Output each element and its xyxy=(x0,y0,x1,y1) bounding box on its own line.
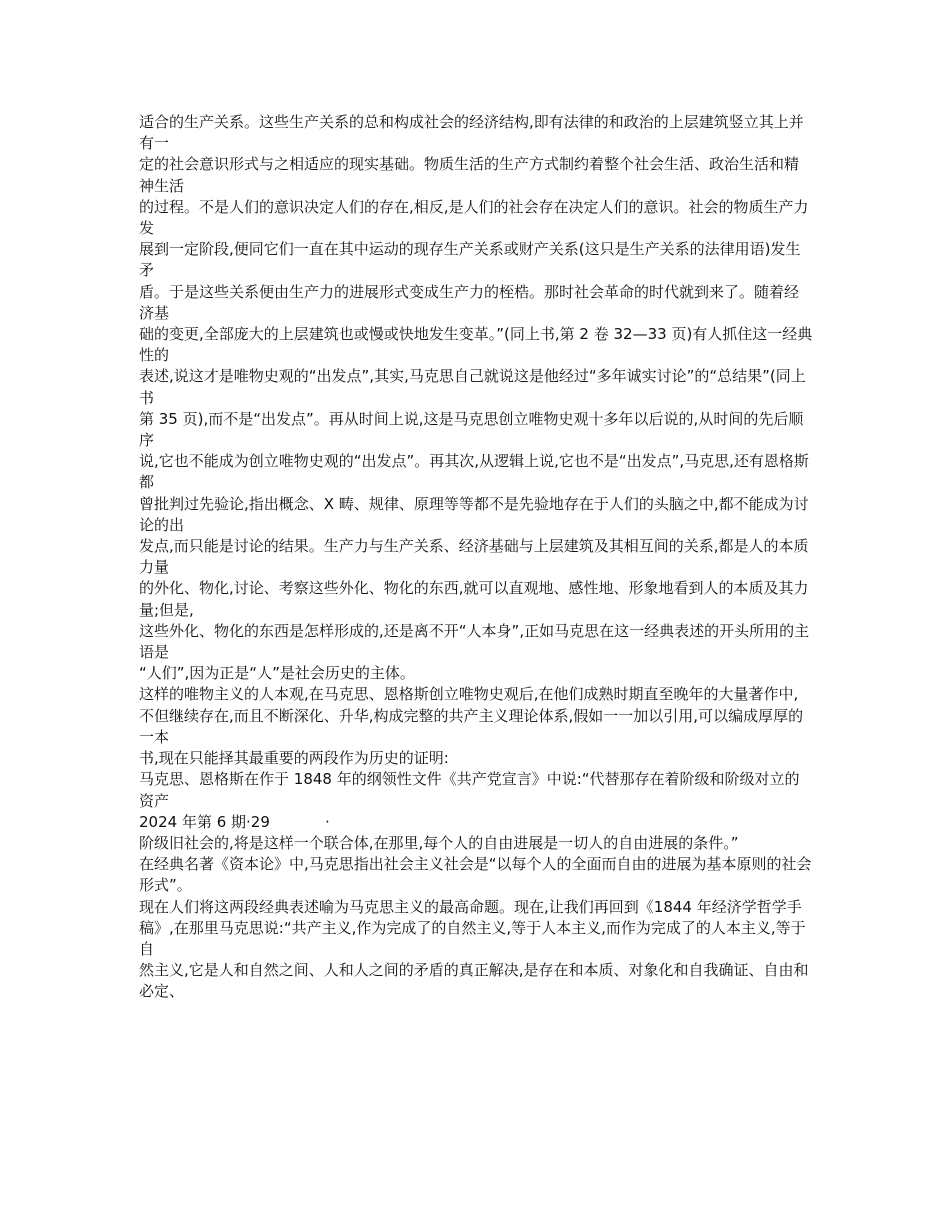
text-line: 阶级旧社会的,将是这样一个联合体,在那里,每个人的自由进展是一切人的自由进展的条件。” xyxy=(139,833,739,852)
text-line: 形式”。 xyxy=(139,876,192,895)
body-text xyxy=(139,112,813,1003)
journal-issue-mark xyxy=(139,812,813,833)
text-line: 适合的生产关系。这些生产关系的总和构成社会的经济结构,即有法律的和政治的上层建筑竖立其上并有一 xyxy=(139,113,804,153)
text-line: 发点,而只能是讨论的结果。生产力与生产关系、经济基础与上层建筑及其相互间的关系,都是人的本质力量 xyxy=(139,537,809,577)
text-line: 展到一定阶段,便同它们一直在其中运动的现存生产关系或财产关系(这只是生产关系的法律用语)发生矛 xyxy=(139,240,801,280)
text-line: 现在人们将这两段经典表述喻为马克思主义的最高命题。现在,让我们再回到《1844 年经济学哲学手 xyxy=(139,897,802,916)
text-line: 这样的唯物主义的人本观,在马克思、恩格斯创立唯物史观后,在他们成熟时期直至晚年的大量著作中, xyxy=(139,685,799,704)
text-line: 不但继续存在,而且不断深化、升华,构成完整的共产主义理论体系,假如一一加以引用,可以编成厚厚的一本 xyxy=(139,706,804,746)
text-line: 第 35 页),而不是“出发点”。再从时间上说,这是马克思创立唯物史观十多年以后说的,从时间的先后顺序 xyxy=(139,409,804,450)
text-line: 在经典名著《资本论》中,马克思指出社会主义社会是“以每个人的全面而自由的进展为基本原则的社会 xyxy=(139,855,812,874)
text-line: 说,它也不能成为创立唯物史观的“出发点”。再其次,从逻辑上说,它也不是“出发点”,马克思,还有恩格斯都 xyxy=(139,452,809,492)
text-line: 的过程。不是人们的意识决定人们的存在,相反,是人们的社会存在决定人们的意识。社会的物质生产力发 xyxy=(139,197,809,238)
text-line: 表述,说这才是唯物史观的“出发点”,其实,马克思自己就说这是他经过“多年诚实讨论”的“总结果”(同上书 xyxy=(139,367,806,407)
journal-dot: · xyxy=(325,812,330,831)
text-line: 盾。于是这些关系便由生产力的进展形式变成生产力的桎梏。那时社会革命的时代就到来了。随着经济基 xyxy=(139,282,800,322)
journal-issue-text: 2024 年第 6 期·29 xyxy=(139,812,270,831)
text-line: 的外化、物化,讨论、考察这些外化、物化的东西,就可以直观地、感性地、形象地看到人的本质及其力量;但是, xyxy=(139,579,809,619)
text-line: 马克思、恩格斯在作于 1848 年的纲领性文件《共产党宣言》中说:“代替那存在着阶级和阶级对立的资产 xyxy=(139,770,800,810)
text-line: 书,现在只能择其最重要的两段作为历史的证明: xyxy=(139,749,449,768)
text-line: 曾批判过先验论,指出概念、X 畴、规律、原理等等都不是先验地存在于人们的头脑之中,都不能成为讨论的出 xyxy=(139,494,809,534)
text-line: “人们”,因为正是“人”是社会历史的主体。 xyxy=(139,664,415,683)
text-line: 定的社会意识形式与之相适应的现实基础。物质生活的生产方式制约着整个社会生活、政治生活和精神生活 xyxy=(139,155,800,195)
text-line: 这些外化、物化的东西是怎样形成的,还是离不开“人本身”,正如马克思在这一经典表述的开头所用的主语是 xyxy=(139,621,810,662)
text-line: 然主义,它是人和自然之间、人和人之间的矛盾的真正解决,是存在和本质、对象化和自我确证、自由和必定、 xyxy=(139,961,809,1001)
text-line: 稿》,在那里马克思说:“共产主义,作为完成了的自然主义,等于人本主义,而作为完成了的人本主义,等于自 xyxy=(139,918,806,958)
text-line: 础的变更,全部庞大的上层建筑也或慢或快地发生变革。”(同上书,第 2 卷 32—33 页)有人抓住这一经典性的 xyxy=(139,325,813,365)
